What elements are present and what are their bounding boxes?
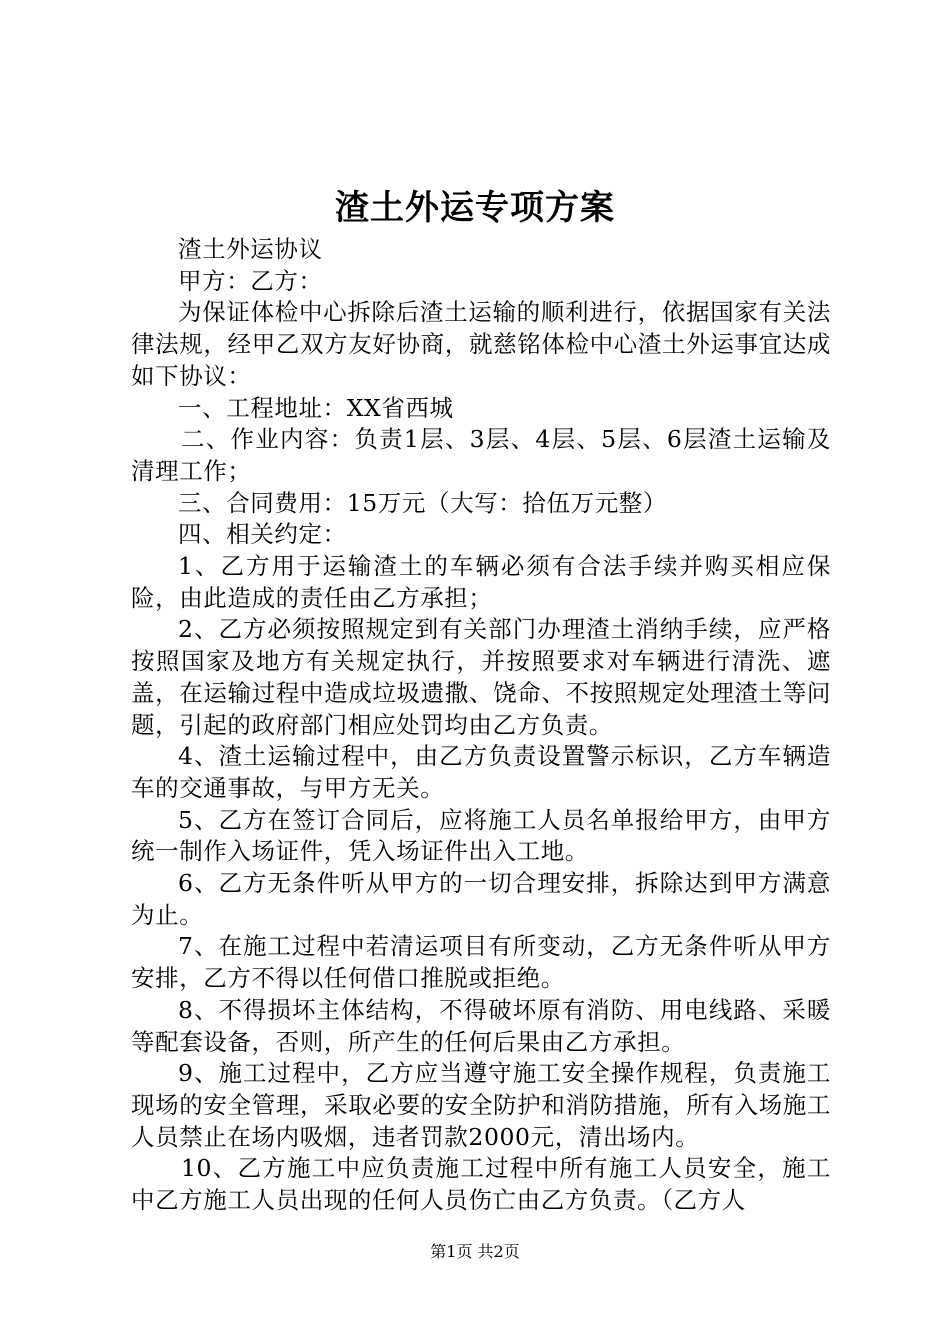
paragraph: 2、乙方必须按照规定到有关部门办理渣土消纳手续，应严格按照国家及地方有关规定执行，并按照要求对车辆进行清洗、遮盖，在运输过程中造成垃圾遗撒、饶命、不按照规定处理渣土等问题，引起的政府部门相应处罚均由乙方负责。 bbox=[131, 615, 831, 739]
paragraph: 四、相关约定： bbox=[178, 520, 347, 549]
paragraph: 5、乙方在签订合同后，应将施工人员名单报给甲方，由甲方统一制作入场证件，凭入场证件出入工地。 bbox=[131, 805, 831, 866]
paragraph: 渣土外运协议 bbox=[178, 235, 323, 263]
paragraph: 6、乙方无条件听从甲方的一切合理安排，拆除达到甲方满意为止。 bbox=[131, 869, 831, 929]
paragraph: 10、乙方施工中应负责施工过程中所有施工人员安全，施工中乙方施工人员出现的任何人员伤亡由乙方负责。（乙方人 bbox=[131, 1154, 831, 1215]
page-title: 渣土外运专项方案 bbox=[335, 188, 615, 228]
paragraph: 9、施工过程中，乙方应当遵守施工安全操作规程，负责施工现场的安全管理，采取必要的安全防护和消防措施，所有入场施工人员禁止在场内吸烟，违者罚款2000元，清出场内。 bbox=[131, 1059, 831, 1151]
document-body bbox=[131, 234, 831, 1217]
paragraph: 7、在施工过程中若清运项目有所变动，乙方无条件听从甲方安排，乙方不得以任何借口推脱或拒绝。 bbox=[131, 932, 831, 993]
paragraph: 二、作业内容：负责1层、3层、4层、5层、6层渣土运输及清理工作； bbox=[131, 425, 831, 485]
paragraph: 1、乙方用于运输渣土的车辆必须有合法手续并购买相应保险，由此造成的责任由乙方承担； bbox=[131, 552, 831, 612]
paragraph: 三、合同费用：15万元（大写：拾伍万元整） bbox=[178, 488, 668, 517]
paragraph: 4、渣土运输过程中，由乙方负责设置警示标识，乙方车辆造车的交通事故，与甲方无关。 bbox=[131, 742, 831, 802]
paragraph: 8、不得损坏主体结构，不得破坏原有消防、用电线路、采暖等配套设备，否则，所产生的任何后果由乙方承担。 bbox=[131, 995, 831, 1056]
paragraph: 一、工程地址：XX省西城 bbox=[178, 393, 454, 422]
paragraph: 为保证体检中心拆除后渣土运输的顺利进行，依据国家有关法律法规，经甲乙双方友好协商，就慈铭体检中心渣土外运事宜达成如下协议： bbox=[131, 298, 831, 390]
page-footer: 第1页 共2页 bbox=[430, 1242, 520, 1261]
paragraph: 甲方：乙方： bbox=[178, 266, 323, 295]
